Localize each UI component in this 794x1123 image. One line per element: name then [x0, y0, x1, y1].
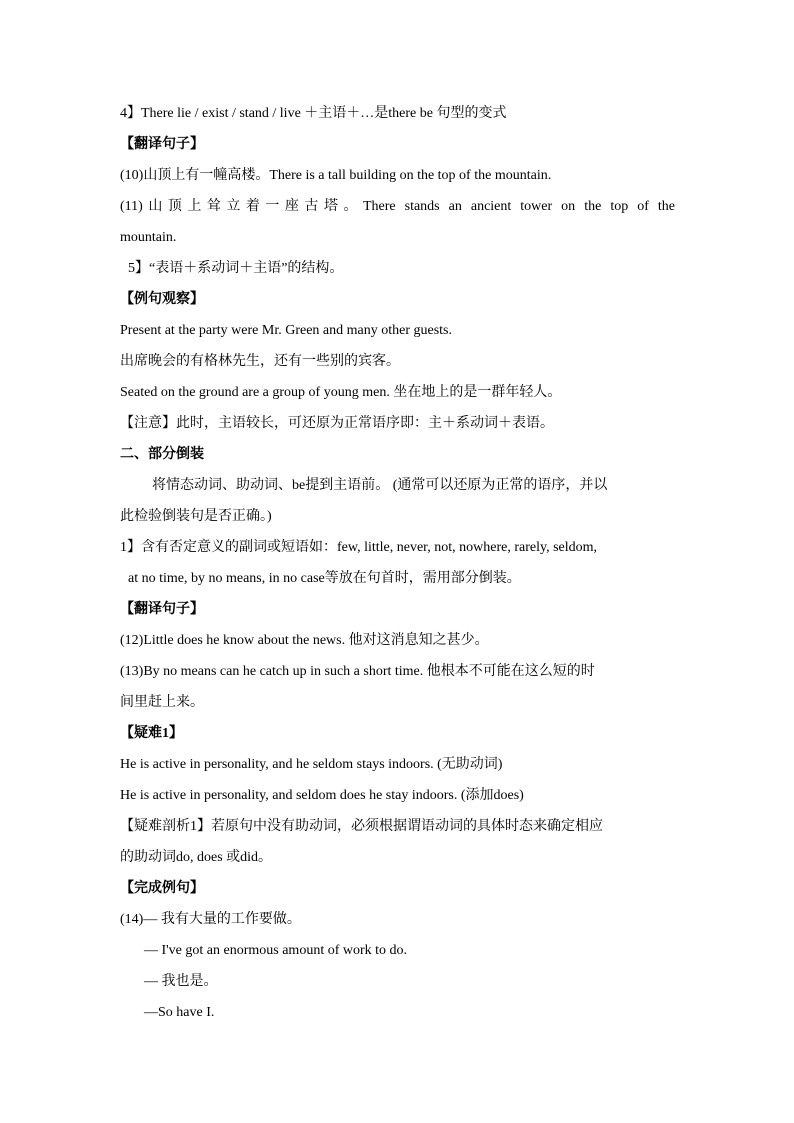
section-title-partial-inversion: 二、部分倒装: [120, 447, 204, 462]
note-paragraph: 【注意】此时，主语较长，可还原为正常语序即：主＋系动词＋表语。: [120, 416, 554, 431]
rule-1-continued: at no time, by no means, in no case等放在句首时，需用部分倒装。: [128, 571, 521, 586]
example-13: (13)By no means can he catch up in such a short time. 他根本不可能在这么短的时: [120, 664, 595, 679]
example-10: (10)山顶上有一幢高楼。There is a tall building on the top of the mountain.: [120, 168, 552, 183]
label-difficulty-1: 【疑难1】: [120, 726, 183, 741]
label-example-observation: 【例句观察】: [120, 292, 204, 307]
difficulty-analysis-continued: 的助动词do, does 或did。: [120, 850, 273, 865]
example-14-english: — I've got an enormous amount of work to do.: [144, 943, 408, 958]
difficulty-analysis: 【疑难剖析1】若原句中没有助动词，必须根据谓语动词的具体时态来确定相应: [120, 819, 603, 834]
difficulty-example-b: He is active in personality, and seldom does he stay indoors. (添加does): [120, 788, 524, 803]
example-14-reply-english: —So have I.: [144, 1005, 215, 1020]
example-13-continued: 间里赶上来。: [120, 695, 204, 710]
example-11-continued: mountain.: [120, 230, 177, 245]
example-14-question: (14)— 我有大量的工作要做。: [120, 912, 301, 927]
partial-inversion-intro: 将情态动词、助动词、be提到主语前。 (通常可以还原为正常的语序，并以: [152, 478, 608, 493]
label-translate-sentences: 【翻译句子】: [120, 137, 204, 152]
example-11: (11)山顶上耸立着一座古塔。There stands an ancient tower on the top of the: [120, 199, 675, 214]
example-seated-on-ground: Seated on the ground are a group of young men. 坐在地上的是一群年轻人。: [120, 385, 562, 400]
label-translate-sentences-2: 【翻译句子】: [120, 602, 204, 617]
label-complete-examples: 【完成例句】: [120, 881, 204, 896]
example-12: (12)Little does he know about the news. 他对这消息知之甚少。: [120, 633, 489, 648]
document-body: [120, 98, 675, 1028]
difficulty-example-a: He is active in personality, and he seldom stays indoors. (无助动词): [120, 757, 503, 772]
example-present-at-party-translation: 出席晚会的有格林先生，还有一些别的宾客。: [120, 354, 400, 369]
example-present-at-party: Present at the party were Mr. Green and many other guests.: [120, 323, 453, 338]
rule-1: 1】含有否定意义的副词或短语如：few, little, never, not, nowhere, rarely, seldom,: [120, 540, 598, 555]
partial-inversion-intro-continued: 此检验倒装句是否正确。): [120, 509, 272, 524]
section-heading-5: 5】“表语＋系动词＋主语”的结构。: [128, 261, 344, 276]
section-heading-4: 4】There lie / exist / stand / live ＋主语＋…是there be 句型的变式: [120, 106, 507, 121]
example-14-reply-chinese: — 我也是。: [144, 974, 218, 989]
